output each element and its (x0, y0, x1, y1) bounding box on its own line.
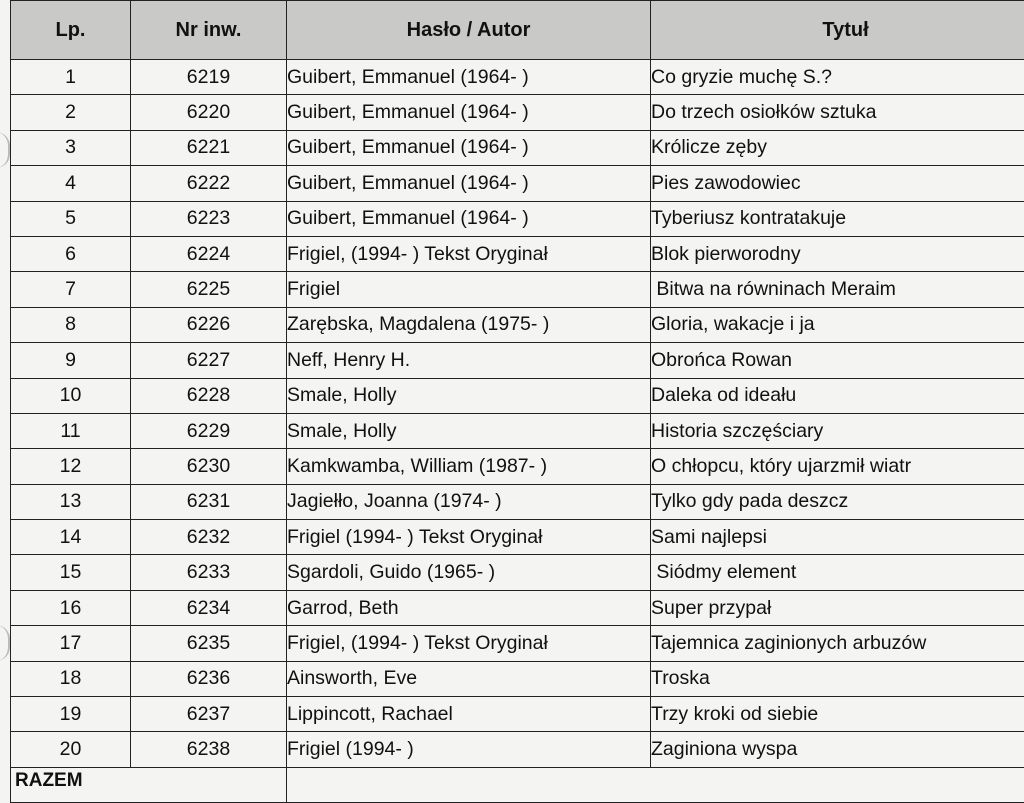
cell-author: Guibert, Emmanuel (1964- ) (287, 130, 651, 165)
cell-nr-inw: 6225 (131, 272, 287, 307)
table-body (11, 60, 1024, 768)
cell-lp: 14 (11, 520, 131, 555)
cell-author: Neff, Henry H. (287, 343, 651, 378)
cell-title: Trzy kroki od siebie (651, 697, 1024, 732)
table-row (11, 626, 1024, 661)
cell-lp: 13 (11, 484, 131, 519)
cell-nr-inw: 6219 (131, 60, 287, 95)
cell-author: Guibert, Emmanuel (1964- ) (287, 95, 651, 130)
cell-title: Królicze zęby (651, 130, 1024, 165)
cell-author: Guibert, Emmanuel (1964- ) (287, 201, 651, 236)
table-row (11, 307, 1024, 342)
table-row (11, 95, 1024, 130)
cell-author: Smale, Holly (287, 413, 651, 448)
table-row (11, 166, 1024, 201)
header-nr-inw: Nr inw. (131, 1, 287, 60)
cell-title: Gloria, wakacje i ja (651, 307, 1024, 342)
cell-title: Tylko gdy pada deszcz (651, 484, 1024, 519)
cell-nr-inw: 6235 (131, 626, 287, 661)
cell-nr-inw: 6223 (131, 201, 287, 236)
cell-lp: 1 (11, 60, 131, 95)
cell-nr-inw: 6238 (131, 732, 287, 767)
cell-title: Siódmy element (651, 555, 1024, 590)
cell-author: Lippincott, Rachael (287, 697, 651, 732)
cell-author: Ainsworth, Eve (287, 661, 651, 696)
table-row (11, 484, 1024, 519)
cell-lp: 2 (11, 95, 131, 130)
table-row (11, 343, 1024, 378)
binder-hole-bottom (0, 625, 10, 661)
cell-title: Bitwa na równinach Meraim (651, 272, 1024, 307)
cell-title: Daleka od ideału (651, 378, 1024, 413)
cell-author: Frigiel, (1994- ) Tekst Oryginał (287, 626, 651, 661)
cell-author: Sgardoli, Guido (1965- ) (287, 555, 651, 590)
table-row (11, 60, 1024, 95)
header-author: Hasło / Autor (287, 1, 651, 60)
cell-lp: 8 (11, 307, 131, 342)
cell-title: Historia szczęściary (651, 413, 1024, 448)
cell-lp: 6 (11, 236, 131, 271)
table-row (11, 590, 1024, 625)
table-row (11, 555, 1024, 590)
table-row (11, 236, 1024, 271)
cell-author: Guibert, Emmanuel (1964- ) (287, 166, 651, 201)
cell-lp: 19 (11, 697, 131, 732)
table-row (11, 520, 1024, 555)
cell-lp: 11 (11, 413, 131, 448)
cell-title: Pies zawodowiec (651, 166, 1024, 201)
table-row (11, 413, 1024, 448)
table-row (11, 272, 1024, 307)
cell-title: Tajemnica zaginionych arbuzów (651, 626, 1024, 661)
cell-title: Do trzech osiołków sztuka (651, 95, 1024, 130)
cell-title: Zaginiona wyspa (651, 732, 1024, 767)
cell-author: Guibert, Emmanuel (1964- ) (287, 60, 651, 95)
table-row (11, 732, 1024, 767)
cell-author: Zarębska, Magdalena (1975- ) (287, 307, 651, 342)
cell-nr-inw: 6232 (131, 520, 287, 555)
cell-lp: 15 (11, 555, 131, 590)
cell-nr-inw: 6233 (131, 555, 287, 590)
table-row (11, 201, 1024, 236)
footer-label-cell (11, 767, 287, 802)
cell-author: Smale, Holly (287, 378, 651, 413)
cell-lp: 9 (11, 343, 131, 378)
cell-author: Jagiełło, Joanna (1974- ) (287, 484, 651, 519)
table-row (11, 378, 1024, 413)
cell-lp: 5 (11, 201, 131, 236)
cell-nr-inw: 6227 (131, 343, 287, 378)
footer-empty-cell (287, 767, 1024, 802)
cell-lp: 12 (11, 449, 131, 484)
inventory-table (10, 0, 1024, 803)
table-row (11, 449, 1024, 484)
cell-title: O chłopcu, który ujarzmił wiatr (651, 449, 1024, 484)
cell-lp: 7 (11, 272, 131, 307)
cell-nr-inw: 6226 (131, 307, 287, 342)
cell-lp: 17 (11, 626, 131, 661)
table-row (11, 697, 1024, 732)
cell-lp: 16 (11, 590, 131, 625)
cell-nr-inw: 6236 (131, 661, 287, 696)
inventory-sheet (10, 0, 1024, 779)
cell-author: Frigiel (1994- ) Tekst Oryginał (287, 520, 651, 555)
cell-lp: 10 (11, 378, 131, 413)
cell-nr-inw: 6237 (131, 697, 287, 732)
cell-title: Sami najlepsi (651, 520, 1024, 555)
cell-title: Obrońca Rowan (651, 343, 1024, 378)
cell-nr-inw: 6230 (131, 449, 287, 484)
cell-lp: 4 (11, 166, 131, 201)
cell-title: Blok pierworodny (651, 236, 1024, 271)
cell-nr-inw: 6224 (131, 236, 287, 271)
cell-lp: 3 (11, 130, 131, 165)
cell-nr-inw: 6222 (131, 166, 287, 201)
cell-nr-inw: 6229 (131, 413, 287, 448)
table-row (11, 130, 1024, 165)
cell-author: Frigiel (1994- ) (287, 732, 651, 767)
cell-nr-inw: 6231 (131, 484, 287, 519)
cell-nr-inw: 6234 (131, 590, 287, 625)
cell-author: Frigiel, (1994- ) Tekst Oryginał (287, 236, 651, 271)
cell-nr-inw: 6220 (131, 95, 287, 130)
cell-author: Kamkwamba, William (1987- ) (287, 449, 651, 484)
cell-title: Super przypał (651, 590, 1024, 625)
header-lp: Lp. (11, 1, 131, 60)
cell-title: Co gryzie muchę S.? (651, 60, 1024, 95)
cell-author: Garrod, Beth (287, 590, 651, 625)
table-row (11, 661, 1024, 696)
cell-lp: 18 (11, 661, 131, 696)
cell-author: Frigiel (287, 272, 651, 307)
cell-lp: 20 (11, 732, 131, 767)
cell-nr-inw: 6221 (131, 130, 287, 165)
header-title: Tytuł (651, 1, 1024, 60)
header-row (11, 1, 1024, 60)
footer-label: RAZEM (11, 770, 286, 792)
binder-hole-top (0, 132, 10, 168)
cell-title: Troska (651, 661, 1024, 696)
cell-nr-inw: 6228 (131, 378, 287, 413)
footer-row (11, 767, 1024, 802)
cell-title: Tyberiusz kontratakuje (651, 201, 1024, 236)
